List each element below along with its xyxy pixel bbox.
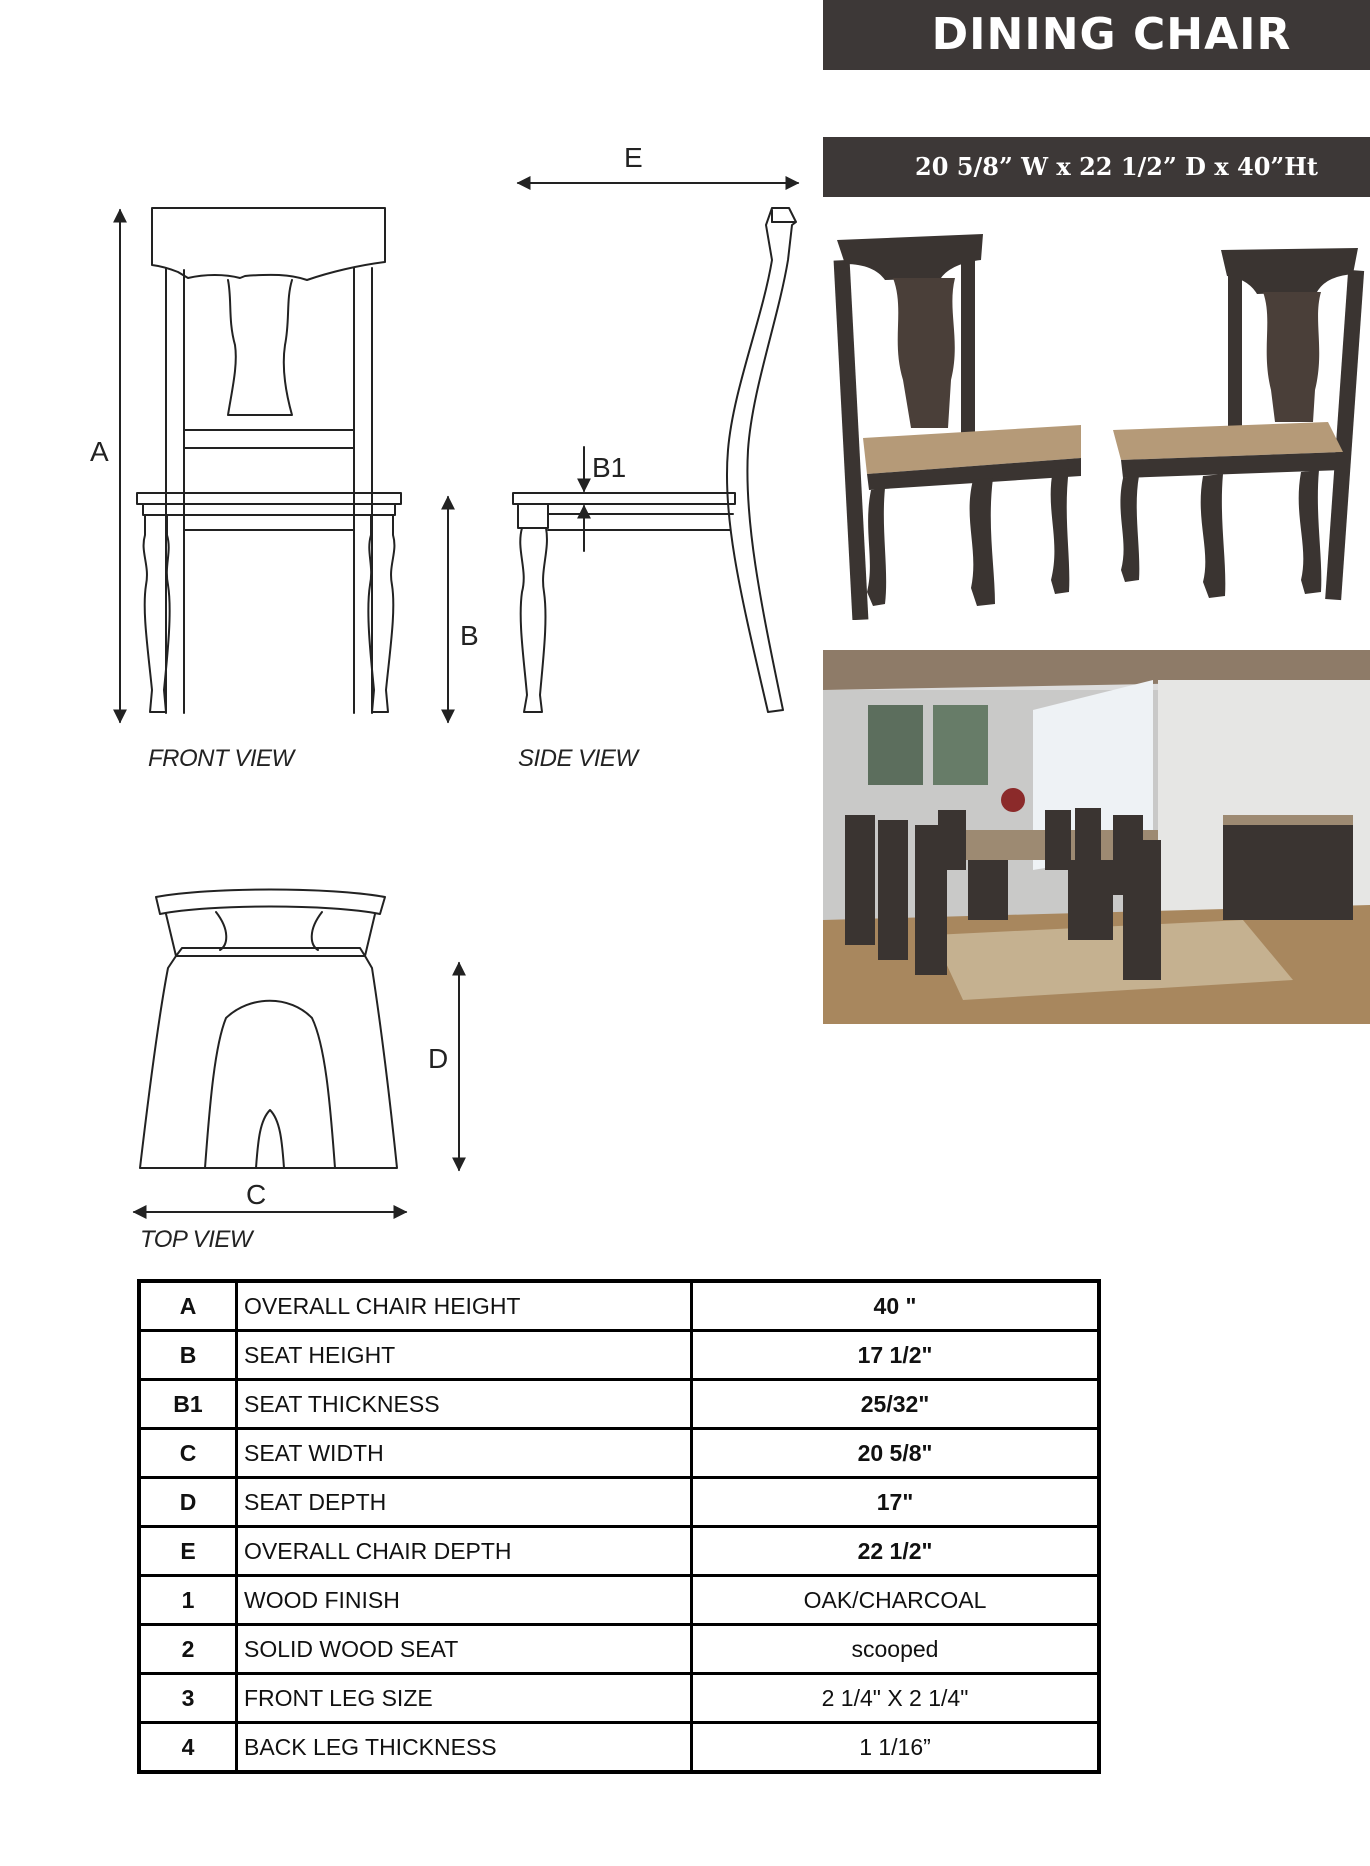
side-view-drawing [513,183,798,712]
spec-key: B [139,1331,237,1380]
front-view-label: FRONT VIEW [148,745,294,772]
overall-dimensions: 20 5/8” W x 22 1/2” D x 40”Ht [823,137,1370,197]
spec-label: WOOD FINISH [237,1576,692,1625]
spec-key: 1 [139,1576,237,1625]
spec-key: 3 [139,1674,237,1723]
table-row [139,1576,1099,1625]
dimension-letter-b: B [460,620,479,651]
spec-value: scooped [692,1625,1100,1674]
spec-value: 25/32" [692,1380,1100,1429]
table-row [139,1723,1099,1773]
spec-key: 4 [139,1723,237,1773]
dimension-letter-c: C [246,1179,267,1210]
table-row [139,1429,1099,1478]
side-view-label: SIDE VIEW [518,745,638,772]
spec-label: OVERALL CHAIR DEPTH [237,1527,692,1576]
spec-value: 2 1/4" X 2 1/4" [692,1674,1100,1723]
spec-key: C [139,1429,237,1478]
spec-label: SOLID WOOD SEAT [237,1625,692,1674]
table-row [139,1331,1099,1380]
spec-label: SEAT DEPTH [237,1478,692,1527]
table-row [139,1380,1099,1429]
table-row [139,1527,1099,1576]
dimension-letter-d: D [428,1043,449,1074]
top-view-label: TOP VIEW [140,1226,253,1253]
spec-value: 40 " [692,1281,1100,1331]
spec-label: SEAT THICKNESS [237,1380,692,1429]
page-title: DINING CHAIR [823,0,1370,70]
room-photo [823,650,1370,1024]
table-row [139,1674,1099,1723]
dimension-letter-e: E [624,142,643,173]
spec-value: 22 1/2" [692,1527,1100,1576]
dimension-letter-b1: B1 [592,452,627,483]
front-view-drawing [120,208,448,722]
spec-key: D [139,1478,237,1527]
top-view-drawing [134,890,459,1213]
dimension-letter-a: A [90,436,109,467]
spec-label: FRONT LEG SIZE [237,1674,692,1723]
spec-key: 2 [139,1625,237,1674]
spec-value: 17" [692,1478,1100,1527]
chair-diagram [0,0,823,1260]
table-row [139,1625,1099,1674]
spec-value: 17 1/2" [692,1331,1100,1380]
spec-label: OVERALL CHAIR HEIGHT [237,1281,692,1331]
spec-label: SEAT HEIGHT [237,1331,692,1380]
spec-value: 20 5/8" [692,1429,1100,1478]
spec-value: OAK/CHARCOAL [692,1576,1100,1625]
chairs-photo [823,220,1370,620]
specifications-table [137,1279,1101,1774]
spec-key: E [139,1527,237,1576]
spec-value: 1 1/16” [692,1723,1100,1773]
table-row [139,1281,1099,1331]
spec-label: SEAT WIDTH [237,1429,692,1478]
spec-key: A [139,1281,237,1331]
spec-label: BACK LEG THICKNESS [237,1723,692,1773]
spec-key: B1 [139,1380,237,1429]
table-row [139,1478,1099,1527]
